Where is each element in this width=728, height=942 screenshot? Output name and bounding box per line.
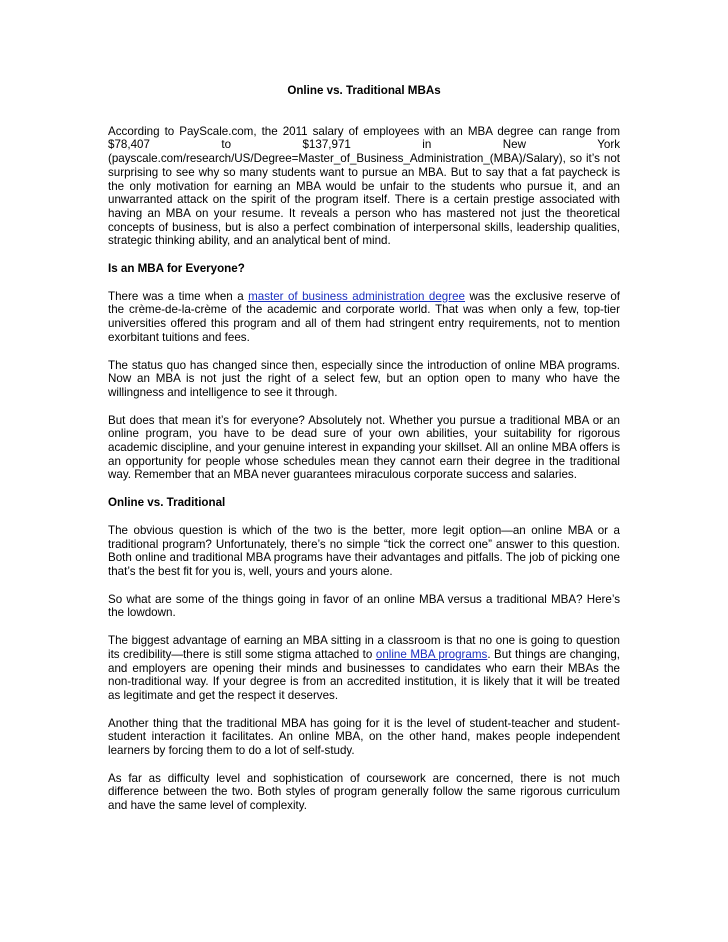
paragraph-difficulty: As far as difficulty level and sophistication of coursework are concerned, there is not much difference between the two. Both styles of program generally follow the same rigorous curriculum and have the same level of complexity. [108,771,620,813]
paragraph-interaction: Another thing that the traditional MBA has going for it is the level of student-teacher and student-student interaction it facilitates. An online MBA, on the other hand, makes people independent learners by forcing them to do a lot of self-study. [108,716,620,758]
paragraph-text: The biggest advantage of earning an MBA sitting in a classroom is that no one is going to question its credibility—there is still some stigma attached to [108,634,620,661]
paragraph-for-everyone: But does that mean it’s for everyone? Absolutely not. Whether you pursue a traditional MBA or an online program, you have to be dead sure of your own abilities, your suitability for rigorous academic discipline, and your genuine interest in expanding your skillset. All an online MBA offers is an opportunity for people whose schedules mean they cannot earn their degree in the traditional way. Remember that an MBA never guarantees miraculous corporate success and salaries. [108,413,620,482]
mba-degree-link[interactable]: master of business administration degree [248,289,466,303]
paragraph-obvious-question: The obvious question is which of the two is the better, more legit option—an online MBA or a traditional program? Unfortunately, there’s no simple “tick the correct one” answer to this question. Both online and traditional MBA programs have their advantages and pitfalls. The job of picking one that’s the best fit for you is, well, yours and yours alone. [108,523,620,578]
paragraph-intro: According to PayScale.com, the 2011 salary of employees with an MBA degree can range from $78,407 to $137,971 in New York (payscale.com/research/US/Degree=Master_of_Business_Administration_(MBA)/Salary), so it’s not surprising to see why so many students want to pursue an MBA. But to say that a fat paycheck is the only motivation for earning an MBA would be unfair to the students who pursue it, and an unwarranted attack on the spirit of the program itself. There is a certain prestige associated with having an MBA on your resume. It reveals a person who has mastered not just the theoretical concepts of business, but is also a perfect combination of interpersonal skills, leadership qualities, strategic thinking ability, and an analytical bent of mind. [108,124,620,248]
document-page [108,84,620,827]
online-mba-programs-link[interactable]: online MBA programs [375,647,488,661]
paragraph-text: . But things are changing, and employers are opening their minds and businesses to candidates who earn their MBAs the non-traditional way. If your degree is from an accredited institution, it is likely that it will be treated as legitimate and get the respect it deserves. [108,647,620,702]
heading-mba-for-everyone: Is an MBA for Everyone? [108,262,245,276]
paragraph-status-quo: The status quo has changed since then, especially since the introduction of online MBA programs. Now an MBA is not just the right of a select few, but an option open to many who have the willingness and intelligence to see it through. [108,358,620,399]
paragraph-text: There was a time when a [108,289,249,303]
paragraph-lowdown: So what are some of the things going in favor of an online MBA versus a traditional MBA? Here’s the lowdown. [108,592,620,620]
paragraph-history [108,290,620,345]
heading-online-vs-traditional: Online vs. Traditional [108,496,226,510]
document-title: Online vs. Traditional MBAs [287,84,441,97]
paragraph-text: was the exclusive reserve of the crème-de-la-crème of the academic and corporate world. That was when only a few, top-tier universities offered this program and all of them had stringent entry requirements, not to mention exorbitant tuitions and fees. [108,289,620,344]
paragraph-credibility [108,634,620,703]
